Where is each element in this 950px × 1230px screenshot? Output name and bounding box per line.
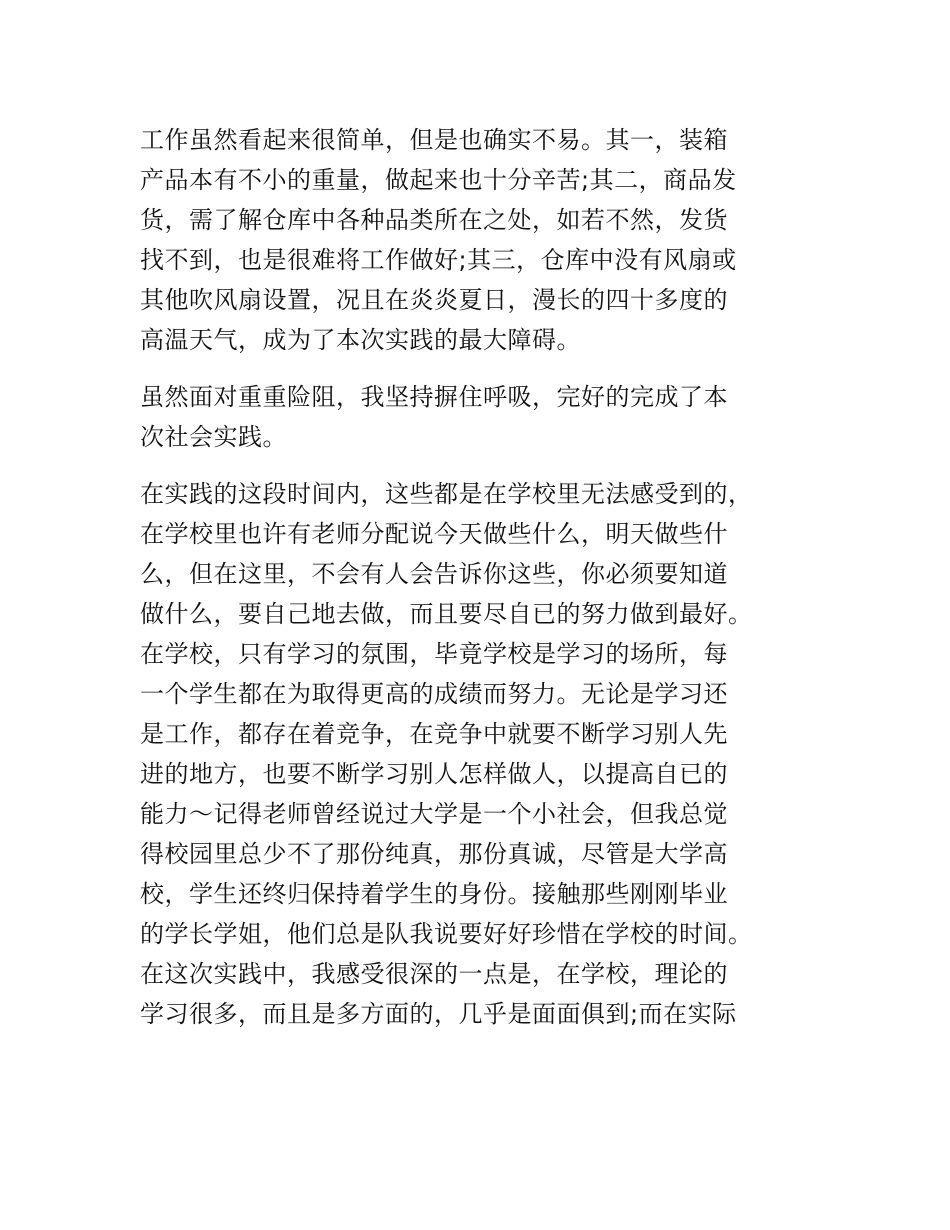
text-line: 在这次实践中，我感受很深的一点是，在学校，理论的 (140, 960, 728, 988)
paragraph-1 (140, 120, 820, 360)
text-line: 货，需了解仓库中各种品类所在之处，如若不然，发货 (140, 206, 728, 234)
text-line: 是工作，都存在着竞争，在竞争中就要不断学习别人先 (140, 720, 728, 748)
text-line: 在学校里也许有老师分配说今天做些什么，明天做些什 (140, 520, 728, 548)
text-line: 虽然面对重重险阻，我坚持摒住呼吸，完好的完成了本 (140, 383, 728, 411)
paragraph-2 (140, 377, 820, 457)
text-line: 找不到，也是很难将工作做好;其三，仓库中没有风扇或 (140, 246, 737, 274)
document-body (140, 120, 820, 1051)
text-line: 的学长学姐，他们总是队我说要好好珍惜在学校的时间。 (140, 920, 753, 948)
text-line: 么，但在这里，不会有人会告诉你这些，你必须要知道 (140, 560, 728, 588)
paragraph-3 (140, 474, 820, 1034)
text-line: 工作虽然看起来很简单，但是也确实不易。其一，装箱 (140, 126, 728, 154)
text-line: 做什么，要自己地去做，而且要尽自已的努力做到最好。 (140, 600, 753, 628)
text-line: 其他吹风扇设置，况且在炎炎夏日，漫长的四十多度的 (140, 286, 728, 314)
text-line: 在实践的这段时间内，这些都是在学校里无法感受到的， (140, 480, 753, 508)
text-line: 学习很多，而且是多方面的，几乎是面面俱到;而在实际 (140, 1000, 737, 1028)
text-line: 高温天气，成为了本次实践的最大障碍。 (140, 326, 581, 354)
text-line: 在学校，只有学习的氛围，毕竟学校是学习的场所，每 (140, 640, 728, 668)
text-line: 产品本有不小的重量，做起来也十分辛苦;其二，商品发 (140, 166, 737, 194)
text-line: 能力～记得老师曾经说过大学是一个小社会，但我总觉 (140, 800, 728, 828)
text-line: 进的地方，也要不断学习别人怎样做人，以提高自已的 (140, 760, 728, 788)
text-line: 校，学生还终归保持着学生的身份。接触那些刚刚毕业 (140, 880, 728, 908)
text-line: 得校园里总少不了那份纯真，那份真诚，尽管是大学高 (140, 840, 728, 868)
text-line: 次社会实践。 (140, 423, 287, 451)
text-line: 一个学生都在为取得更高的成绩而努力。无论是学习还 (140, 680, 728, 708)
